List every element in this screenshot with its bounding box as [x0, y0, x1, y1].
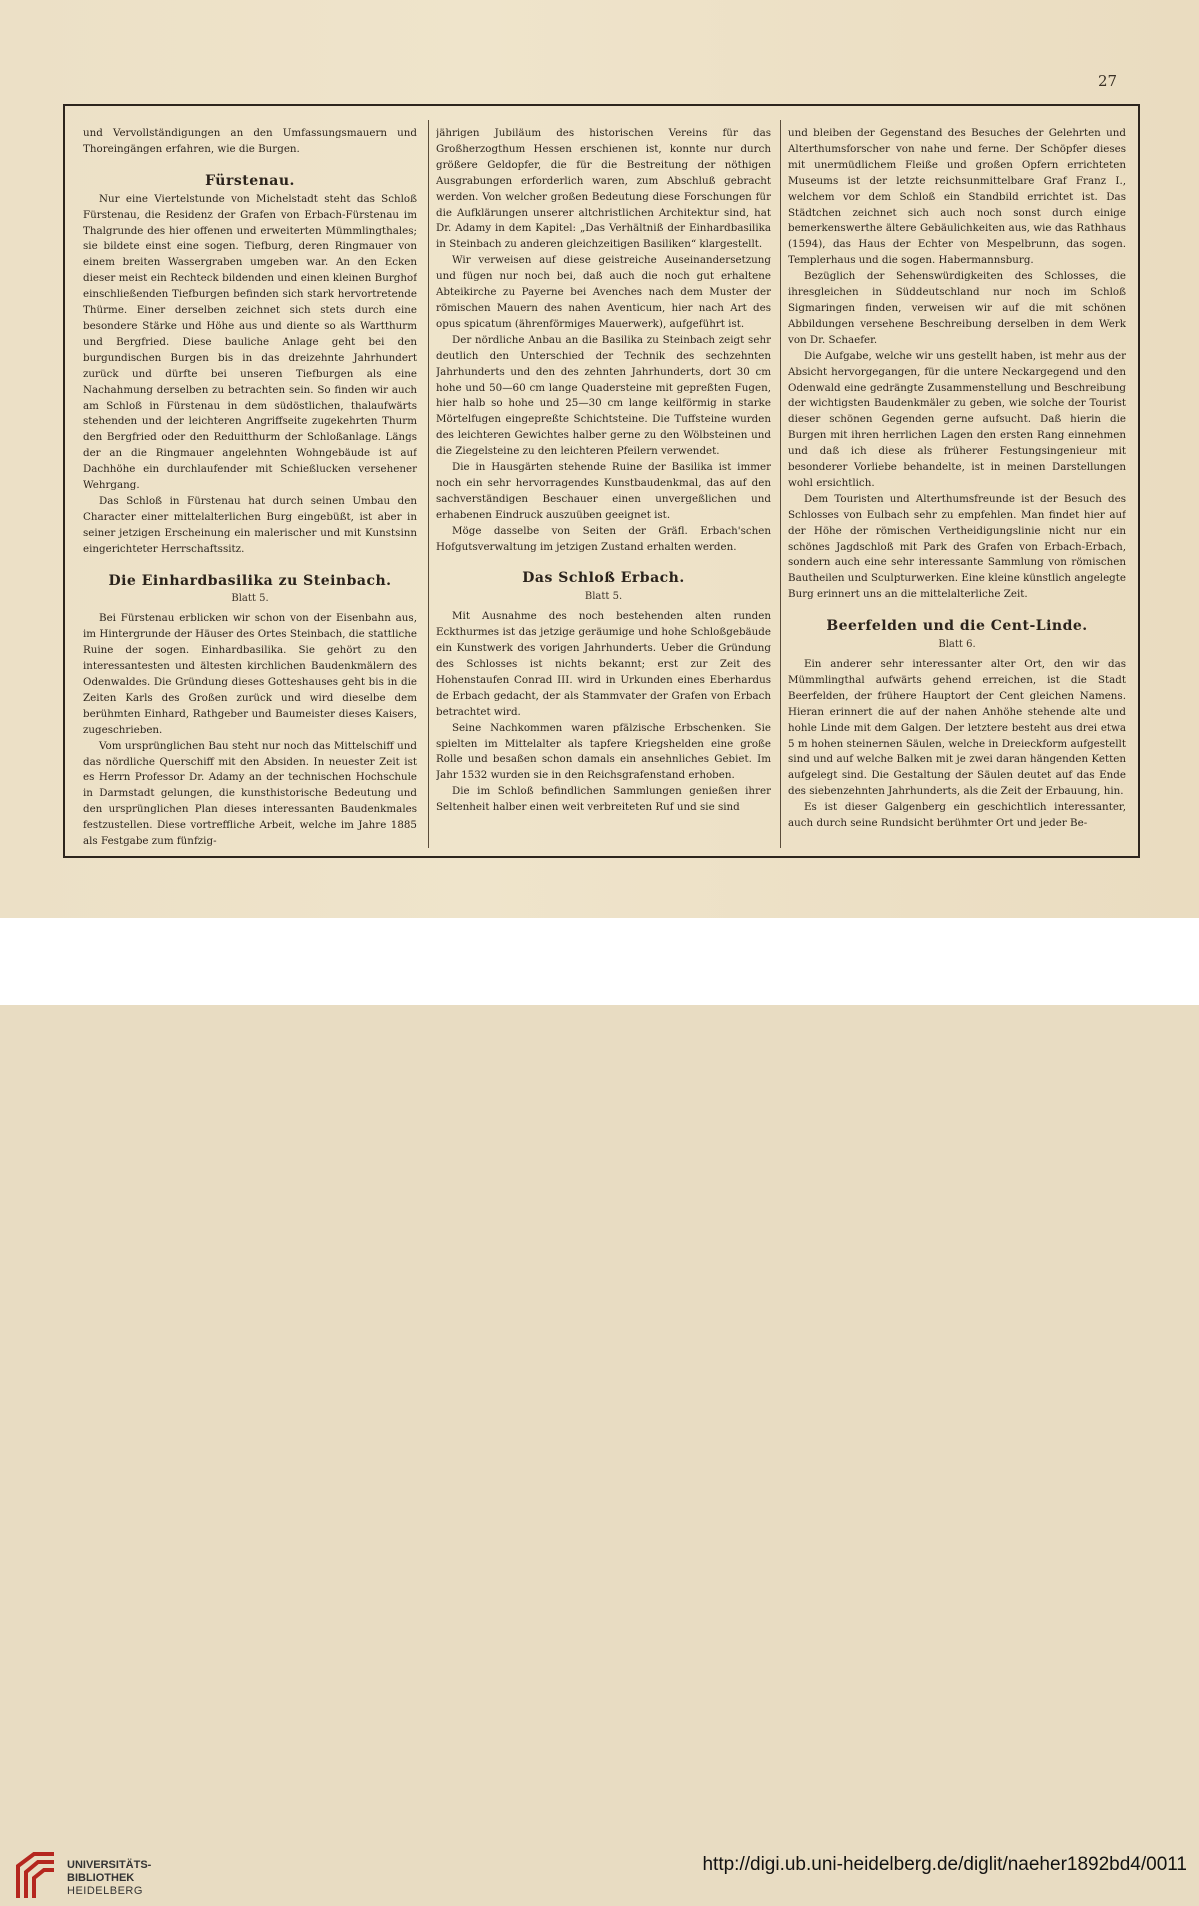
paragraph: Ein anderer sehr interessanter alter Ort, den wir das Mümmlingthal aufwärts gehend erreichen, ist die Stadt Beerfelden, der frühere Hauptort der Cent gleichen Namens. Hieran erinnert die auf der nahen Anhöhe stehende alte und hohle Linde mit dem Galgen. Der letztere besteht aus drei etwa 5 m hohen steinernen Säulen, welche in Dreieckform aufgestellt sind und auf welche Balken mit je zwei daran hängenden Ketten aufgelegt sind. Die Gestaltung der Säulen deutet auf das Ende des siebenzehnten Jahrhunderts, als die Zeit der Erbauung, hin. [788, 658, 1126, 798]
plate-reference: Blatt 6. [938, 639, 976, 651]
section-heading: Fürstenau. [205, 172, 295, 189]
paragraph: Der nördliche Anbau an die Basilika zu Steinbach zeigt sehr deutlich den Unterschied der Technik des sechzehnten Jahrhunderts und den des zehnten Jahrhunderts, dort 30 cm hohe und 50—60 cm lange Quadersteine mit gepreßten Fugen, hier halb so hohe und 25—30 cm lange keilförmig in starke Mörtelfugen eingepreßte Schichtsteine. Die Tuffsteine wurden des leichteren Gewichtes halber gerne zu den Wölbsteinen und die Ziegelsteine zu den leichteren Pfeilern verwendet. [436, 333, 771, 458]
paragraph: Mit Ausnahme des noch bestehenden alten runden Eckthurmes ist das jetzige geräumige und hohe Schloßgebäude ein Kunstwerk des vorigen Jahrhunderts. Ueber die Gründung des Schlosses ist nichts bekannt; erst zur Zeit des Hohenstaufen Conrad III. wird in Urkunden eines Eberhardus de Erbach gedacht, der als Stammvater der Grafen von Erbach betrachtet wird. [436, 610, 771, 718]
paragraph: Die im Schloß befindlichen Sammlungen genießen ihrer Seltenheit halber einen weit verbreiteten Ruf und sie sind [436, 785, 771, 814]
paragraph: und Vervollständigungen an den Umfassungsmauern und Thoreingängen erfahren, wie die Burgen. [83, 127, 417, 155]
paragraph: jährigen Jubiläum des historischen Vereins für das Großherzogthum Hessen erschienen ist, konnte nur durch größere Geldopfer, die für die Bestreitung der nöthigen Ausgrabungen erforderlich waren, zum Abschluß gebracht werden. Von welcher großen Bedeutung diese Forschungen für die Aufklärungen unserer altchristlichen Architektur sind, hat Dr. Adamy in dem Kapitel: „Das Verhältniß der Einhardbasilika in Steinbach zu anderen gleichzeitigen Basiliken“ klargestellt. [436, 127, 771, 251]
permalink-url[interactable]: http://digi.ub.uni-heidelberg.de/diglit/naeher1892bd4/0011 [702, 1854, 1187, 1875]
text-column-2 [436, 126, 771, 846]
library-name-line3: HEIDELBERG [67, 1885, 143, 1897]
paragraph: Dem Touristen und Alterthumsfreunde ist der Besuch des Schlosses von Eulbach sehr zu empfehlen. Man findet hier auf der Höhe der römischen Vertheidigungslinie nicht nur ein schönes Jagdschloß mit Park des Grafen von Erbach-Erbach, sondern auch eine sehr interessante Sammlung von römischen Bautheilen und Sculpturwerken. Eine kleine künstlich angelegte Burg erinnert uns an die mittelalterliche Zeit. [788, 492, 1126, 601]
paragraph: Das Schloß in Fürstenau hat durch seinen Umbau den Character einer mittelalterlichen Burg eingebüßt, ist aber in seiner jetzigen Erscheinung ein malerischer und mit Kunstsinn eingerichteter Herrschaftssitz. [83, 494, 417, 555]
column-divider [780, 120, 781, 848]
library-name-line1: UNIVERSITÄTS- [67, 1859, 152, 1871]
plate-reference: Blatt 5. [231, 593, 269, 605]
library-name [67, 1859, 151, 1898]
page-number: 27 [1098, 72, 1118, 90]
paragraph: Die Aufgabe, welche wir uns gestellt haben, ist mehr aus der Absicht hervorgegangen, für die untere Neckargegend und den Odenwald eine gedrängte Zusammenstellung und Beschreibung der wichtigsten Baudenkmäler zu geben, wie solche der Tourist dieser schönen Gegenden gerne aufsucht. Daß hierin die Burgen mit ihren herrlichen Lagen den ersten Rang einnehmen und daß ich diese als früherer Festungsingenieur mit besonderer Vorliebe behandelte, ist in meinen Darstellungen wohl ersichtlich. [788, 349, 1126, 489]
paragraph: Nur eine Viertelstunde von Michelstadt steht das Schloß Fürstenau, die Residenz der Grafen von Erbach-Fürstenau im Thalgrunde des hier offenen und erweiterten Mümmlingthales; sie bildete einst eine sogen. Tiefburg, deren Ringmauer von einem breiten Wassergraben umgeben war. An den Ecken dieser meist ein Rechteck bildenden und einen kleinen Burghof einschließenden Tiefburgen befinden sich stark hervortretende Thürme. Einer derselben zeichnet sich stets durch eine besondere Stärke und Höhe aus und diente so als Wartthurm und Bergfried. Diese bauliche Anlage geht bei den burgundischen Burgen bis in das dreizehnte Jahrhundert zurück und dürfte bei unseren Tiefburgen als eine Nachahmung derselben zu betrachten sein. So finden wir auch am Schloß in Fürstenau in dem südöstlichen, thalaufwärts stehenden und der leichteren Angriffseite zugekehrten Thurm den Bergfried oder den Reduitthurm der Schloßanlage. Längs der an die Ringmauer angelehnten Wohngebäude ist auf Dachhöhe ein durchlaufender mit Schießlucken versehener Wehrgang. [83, 192, 417, 492]
paragraph: Möge dasselbe von Seiten der Gräfl. Erbach'schen Hofgutsverwaltung im jetzigen Zustand erhalten werden. [436, 524, 771, 553]
text-column-3 [788, 126, 1126, 846]
text-frame [63, 104, 1140, 858]
section-heading: Die Einhardbasilika zu Steinbach. [108, 572, 392, 589]
paragraph: Vom ursprünglichen Bau steht nur noch das Mittelschiff und das nördliche Querschiff mit den Absiden. In neuester Zeit ist es Herrn Professor Dr. Adamy an der technischen Hochschule in Darmstadt gelungen, die kunsthistorische Bedeutung und den ursprünglichen Plan dieses interessanten Baudenkmales festzustellen. Diese vortreffliche Arbeit, welche im Jahre 1885 als Festgabe zum fünfzig- [83, 739, 417, 846]
university-library-logo[interactable] [14, 1848, 58, 1906]
paragraph: und bleiben der Gegenstand des Besuches der Gelehrten und Alterthumsforscher von nahe und ferne. Der Schöpfer dieses mit unermüdlichem Fleiße und großen Opfern errichteten Museums ist der letzte reichsunmittelbare Graf Franz I., welchem vor dem Schloß ein Standbild errichtet ist. Das Städtchen zeichnet sich auch noch sonst durch einige bemerkenswerthe ältere Gebäulichkeiten aus, wie das Rathhaus (1594), das Haus der Echter von Mespelbrunn, das sogen. Templerhaus und die sogen. Habermannsburg. [788, 127, 1126, 267]
viewer-footer [0, 918, 1199, 1897]
paragraph: Wir verweisen auf diese geistreiche Auseinandersetzung und fügen nur noch bei, daß auch die noch gut erhaltene Abteikirche zu Payerne bei Avenches nach dem Muster der römischen Mauern des nahen Aventicum, hier nach Art des opus spicatum (ährenförmiges Mauerwerk), aufgeführt ist. [436, 254, 771, 330]
paragraph: Bei Fürstenau erblicken wir schon von der Eisenbahn aus, im Hintergrunde der Häuser des Ortes Steinbach, die stattliche Ruine der sogen. Einhardbasilika. Sie gehört zu den interessantesten und ältesten kirchlichen Baudenkmälern des Odenwaldes. Die Gründung dieses Gotteshauses geht bis in die Zeiten Karls des Großen zurück und wird dieselbe dem berühmten Einhard, Rathgeber und Baumeister dieses Kaisers, zugeschrieben. [83, 612, 417, 736]
paragraph: Es ist dieser Galgenberg ein geschichtlich interessanter, auch durch seine Rundsicht berühmter Ort und jeder Be- [788, 801, 1126, 830]
text-column-1 [83, 126, 417, 846]
paragraph: Die in Hausgärten stehende Ruine der Basilika ist immer noch ein sehr hervorragendes Kunstbaudenkmal, das auf den sachverständigen Beschauer einen unvergeßlichen und erhabenen Eindruck auszuüben geeignet ist. [436, 461, 771, 521]
section-heading: Beerfelden und die Cent-Linde. [826, 618, 1088, 635]
paragraph: Seine Nachkommen waren pfälzische Erbschenken. Sie spielten im Mittelalter als tapfere Kriegshelden eine große Rolle und besaßen schon damals ein ansehnliches Gebiet. Im Jahr 1532 wurden sie in den Reichsgrafenstand erhoben. [436, 721, 771, 782]
column-divider [428, 120, 429, 848]
paragraph: Bezüglich der Sehenswürdigkeiten des Schlosses, die ihresgleichen in Süddeutschland nur noch im Schloß Sigmaringen finden, verweisen wir auf die mit schönen Abbildungen versehene Beschreibung derselben in dem Werk von Dr. Schaefer. [788, 270, 1126, 346]
library-name-line2: BIBLIOTHEK [67, 1872, 135, 1884]
scanned-page [0, 0, 1199, 918]
plate-reference: Blatt 5. [584, 591, 623, 603]
section-heading: Das Schloß Erbach. [522, 570, 685, 587]
